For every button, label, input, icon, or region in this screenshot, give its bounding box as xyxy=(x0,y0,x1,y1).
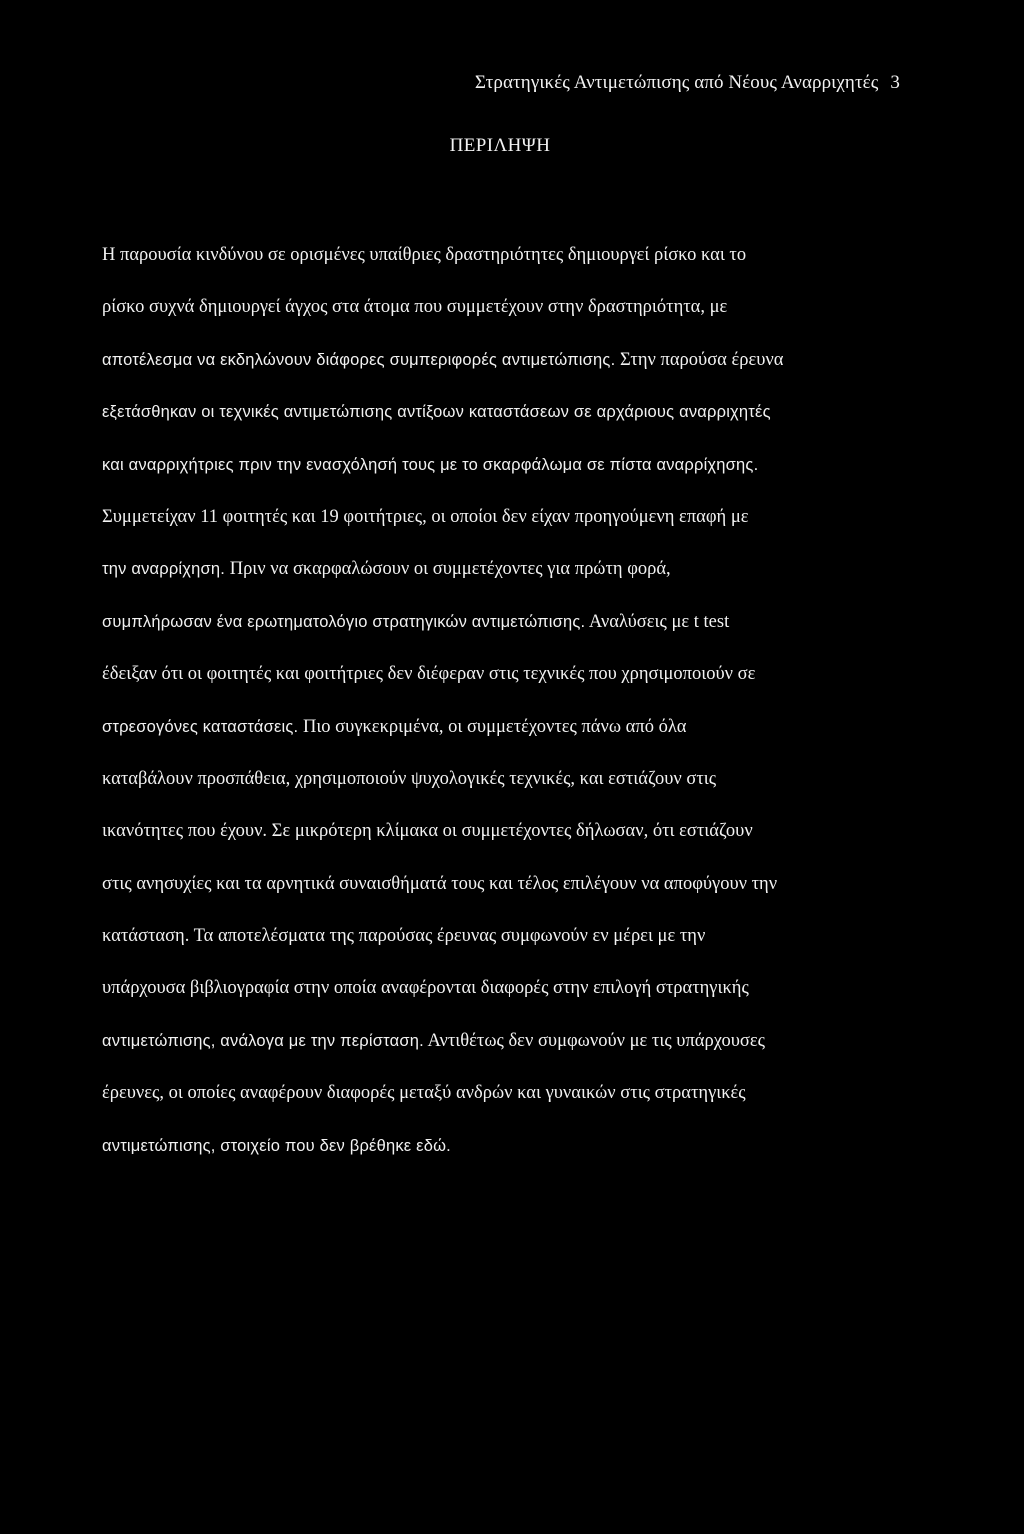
abstract-line xyxy=(102,393,902,445)
abstract-text-segment: έδειξαν ότι οι φοιτητές και φοιτήτριες δεν διέφεραν στις τεχνικές που χρησιμοποιούν σε xyxy=(102,664,756,685)
abstract-text-segment: Συμμετείχαν 11 φοιτητές και 19 φοιτήτριες, οι οποίοι δεν είχαν προηγούμενη επαφή με xyxy=(102,506,749,527)
abstract-line xyxy=(102,865,902,917)
abstract-text-segment: κατάσταση. Τα αποτελέσματα της παρούσας έρευνας συμφωνούν εν μέρει με την xyxy=(102,926,706,947)
abstract-text-segment: εξετάσθηκαν οι τεχνικές αντιμετώπισης αντίξοων καταστάσεων σε αρχάριους αναρριχητές xyxy=(102,403,771,422)
abstract-line xyxy=(102,603,902,655)
abstract-text-segment: αντιμετώπισης, στοιχείο που δεν βρέθηκε εδώ. xyxy=(102,1136,451,1155)
page-number: 3 xyxy=(890,72,900,93)
abstract-line xyxy=(102,341,902,393)
abstract-text-segment: Πιο συγκεκριμένα, οι συμμετέχοντες πάνω από όλα xyxy=(298,716,687,737)
abstract-line xyxy=(102,760,902,812)
abstract-line xyxy=(102,917,902,969)
abstract-line xyxy=(102,708,902,760)
abstract-text-segment: συμπλήρωσαν ένα ερωτηματολόγιο στρατηγικών αντιμετώπισης. xyxy=(102,612,586,631)
abstract-line xyxy=(102,288,902,340)
abstract-text-segment: αποτέλεσμα να εκδηλώνουν διάφορες συμπεριφορές αντιμετώπισης. xyxy=(102,350,616,369)
abstract-line xyxy=(102,446,902,498)
abstract-text-segment: την αναρρίχηση. xyxy=(102,560,226,579)
abstract-text-segment: αντιμετώπισης, ανάλογα με την περίσταση. xyxy=(102,1031,424,1050)
abstract-text-segment: έρευνες, οι οποίες αναφέρουν διαφορές μεταξύ ανδρών και γυναικών στις στρατηγικές xyxy=(102,1083,746,1104)
running-head xyxy=(475,72,900,94)
abstract-text-segment: Αναλύσεις με t test xyxy=(585,611,730,632)
abstract-line xyxy=(102,655,902,707)
abstract-text-segment: ικανότητες που έχουν. Σε μικρότερη κλίμακα οι συμμετέχοντες δήλωσαν, ότι εστιάζουν xyxy=(102,821,753,842)
abstract-text-segment: Αντιθέτως δεν συμφωνούν με τις υπάρχουσες xyxy=(423,1030,765,1051)
abstract-line xyxy=(102,498,902,550)
abstract-line xyxy=(102,1022,902,1074)
abstract-text-segment: στρεσογόνες καταστάσεις. xyxy=(102,717,299,736)
abstract-body xyxy=(102,236,902,1179)
abstract-text-segment: υπάρχουσα βιβλιογραφία στην οποία αναφέρονται διαφορές στην επιλογή στρατηγικής xyxy=(102,978,749,999)
abstract-text-segment: Στην παρούσα έρευνα xyxy=(615,349,784,370)
section-title: ΠΕΡΙΛΗΨΗ xyxy=(449,135,551,156)
abstract-line xyxy=(102,1074,902,1126)
abstract-line xyxy=(102,812,902,864)
abstract-text-segment: στις ανησυχίες και τα αρνητικά συναισθήματά τους και τέλος επιλέγουν να αποφύγουν την xyxy=(102,873,778,894)
running-title: Στρατηγικές Αντιμετώπισης από Νέους Αναρριχητές xyxy=(474,72,879,93)
abstract-line xyxy=(102,969,902,1021)
abstract-text-segment: Η παρουσία κινδύνου σε ορισμένες υπαίθριες δραστηριότητες δημιουργεί ρίσκο και το xyxy=(102,245,747,265)
abstract-text-segment: καταβάλουν προσπάθεια, χρησιμοποιούν ψυχολογικές τεχνικές, και εστιάζουν στις xyxy=(102,768,717,789)
abstract-line xyxy=(102,236,902,288)
abstract-text-segment: ρίσκο συχνά δημιουργεί άγχος στα άτομα που συμμετέχουν στην δραστηριότητα, με xyxy=(102,297,728,318)
abstract-text-segment: Πριν να σκαρφαλώσουν οι συμμετέχοντες για πρώτη φορά, xyxy=(225,559,671,580)
abstract-line xyxy=(102,1127,902,1179)
abstract-line xyxy=(102,550,902,602)
abstract-text-segment: και αναρριχήτριες πριν την ενασχόλησή τους με το σκαρφάλωμα σε πίστα αναρρίχησης. xyxy=(102,455,759,474)
